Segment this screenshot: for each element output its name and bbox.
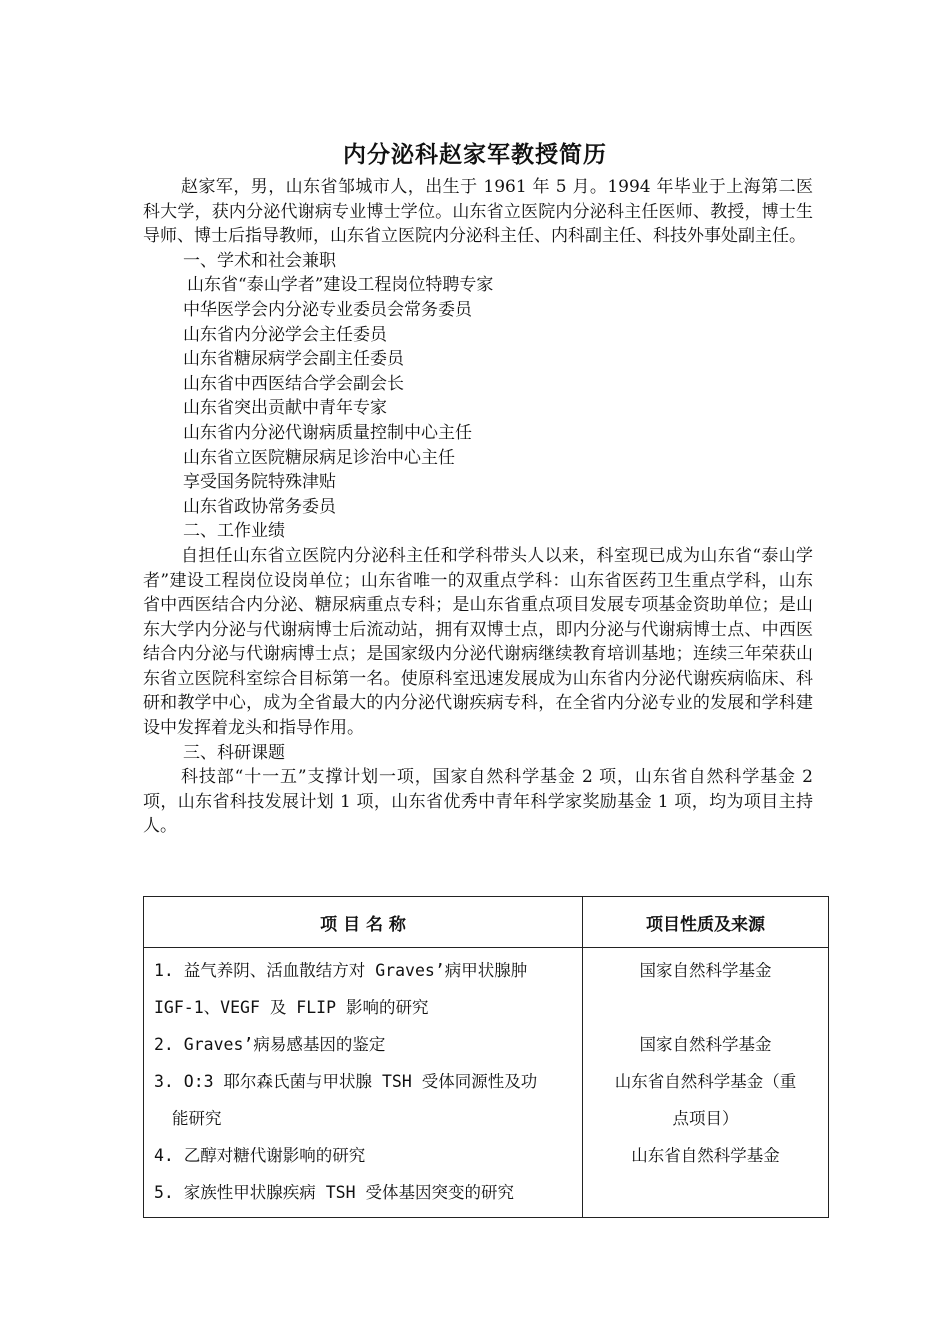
table-header-row bbox=[144, 897, 829, 948]
project-line: 能研究 bbox=[172, 1109, 222, 1128]
source-line bbox=[589, 989, 822, 1026]
position-item: 山东省政协常务委员 bbox=[183, 496, 336, 517]
section-heading-positions: 一、学术和社会兼职 bbox=[183, 250, 336, 271]
project-names-cell bbox=[144, 948, 583, 1218]
intro-paragraph: 赵家军，男，山东省邹城市人，出生于 1961 年 5 月。1994 年毕业于上海第二医科大学，获内分泌代谢病专业博士学位。山东省立医院内分泌科主任医师、教授，博士生导师、博士后指导教师，山东省立医院内分泌科主任、内科副主任、科技外事处副主任。 bbox=[143, 177, 813, 247]
source-line: 点项目） bbox=[672, 1109, 739, 1128]
header-project-source: 项目性质及来源 bbox=[583, 897, 829, 948]
position-item: 山东省立医院糖尿病足诊治中心主任 bbox=[183, 447, 455, 468]
table-row bbox=[144, 948, 829, 1218]
project-line: IGF-1、VEGF 及 FLIP 影响的研究 bbox=[154, 998, 429, 1017]
project-line: 5. 家族性甲状腺疾病 TSH 受体基因突变的研究 bbox=[154, 1183, 514, 1202]
source-line: 国家自然科学基金 bbox=[639, 1035, 772, 1054]
position-item: 山东省中西医结合学会副会长 bbox=[183, 373, 404, 394]
project-line: 3. O:3 耶尔森氏菌与甲状腺 TSH 受体同源性及功 bbox=[154, 1072, 538, 1091]
position-item: 山东省内分泌代谢病质量控制中心主任 bbox=[183, 422, 472, 443]
achievements-paragraph: 自担任山东省立医院内分泌科主任和学科带头人以来，科室现已成为山东省“泰山学者”建设工程岗位设岗单位；山东省唯一的双重点学科：山东省医药卫生重点学科，山东省中西医结合内分泌、糖尿病重点专科；是山东省重点项目发展专项基金资助单位；是山东大学内分泌与代谢病博士后流动站，拥有双博士点，即内分泌与代谢病博士点、中西医结合内分泌与代谢病博士点；是国家级内分泌代谢病继续教育培训基地；连续三年荣获山东省立医院科室综合目标第一名。使原科室迅速发展成为山东省内分泌代谢疾病临床、科研和教学中心，成为全省最大的内分泌代谢疾病专科，在全省内分泌专业的发展和学科建设中发挥着龙头和指导作用。 bbox=[143, 545, 813, 739]
project-line: 4. 乙醇对糖代谢影响的研究 bbox=[154, 1146, 366, 1165]
source-line bbox=[589, 1174, 822, 1211]
project-line: 1. 益气养阴、活血散结方对 Graves’病甲状腺肿 bbox=[154, 961, 528, 980]
section-heading-research: 三、科研课题 bbox=[183, 742, 285, 763]
page-title: 内分泌科赵家军教授简历 bbox=[343, 141, 607, 168]
position-item: 山东省突出贡献中青年专家 bbox=[183, 398, 387, 419]
position-item: 山东省“泰山学者”建设工程岗位特聘专家 bbox=[187, 275, 494, 296]
project-line: 2. Graves’病易感基因的鉴定 bbox=[154, 1035, 386, 1054]
projects-table bbox=[143, 896, 829, 1218]
position-item: 中华医学会内分泌专业委员会常务委员 bbox=[183, 299, 472, 320]
position-item: 山东省糖尿病学会副主任委员 bbox=[183, 349, 404, 370]
position-item: 享受国务院特殊津贴 bbox=[183, 472, 336, 493]
header-project-name: 项 目 名 称 bbox=[144, 897, 583, 948]
section-heading-achievements: 二、工作业绩 bbox=[183, 521, 285, 542]
position-item: 山东省内分泌学会主任委员 bbox=[183, 324, 387, 345]
project-sources-cell bbox=[583, 948, 829, 1218]
source-line: 山东省自然科学基金 bbox=[631, 1146, 780, 1165]
resume-body bbox=[143, 175, 813, 839]
source-line: 山东省自然科学基金（重 bbox=[614, 1072, 797, 1091]
source-line: 国家自然科学基金 bbox=[639, 961, 772, 980]
research-paragraph: 科技部“十一五”支撑计划一项，国家自然科学基金 2 项，山东省自然科学基金 2 项，山东省科技发展计划 1 项，山东省优秀中青年科学家奖励基金 1 项，均为项目主持人。 bbox=[143, 767, 813, 837]
